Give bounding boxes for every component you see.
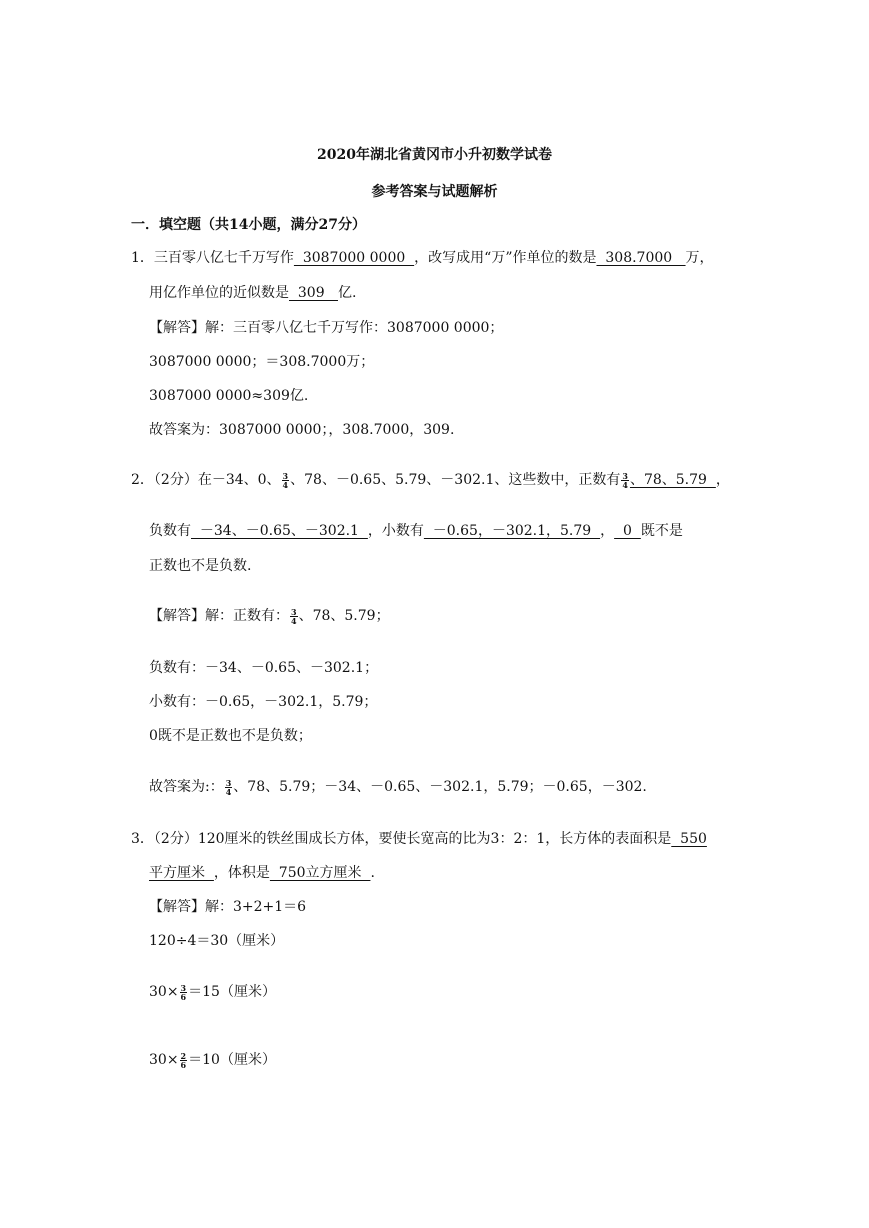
question-text: ，小数有 [367, 523, 424, 539]
question-text: 亿. [337, 285, 357, 301]
question-text: ，体积是 [213, 865, 270, 881]
answer-blank: 750立方厘米 [269, 865, 371, 881]
solution-line: 故答案为:： $\frac{3}{4}$ 、78、5.79；－34、－0.65、－302.1，5.79；－0.65，－302. [149, 777, 647, 797]
solution-line: 3087000 0000≈309亿. [149, 388, 309, 404]
question-text: 万， [685, 250, 714, 266]
fraction: $\frac{3}{4}$ [282, 470, 289, 490]
question-text: 正数也不是负数. [149, 558, 252, 574]
question-text: ， [715, 472, 730, 488]
solution-line: 30× $\frac{2}{6}$ ＝10（厘米） [149, 1050, 276, 1070]
answer-blank: 0 [614, 523, 641, 539]
answer-blank: 3087000 0000 [293, 250, 415, 266]
question-text: 3．（2分）120厘米的铁丝围成长方体，要使长宽高的比为3：2：1，长方体的表面积是 [131, 831, 672, 847]
answer-blank: 308.7000 [596, 250, 686, 266]
fraction: $\frac{3}{4}$ [225, 777, 232, 797]
answer-blank: $\frac{3}{4}$ 、78、5.79 [622, 470, 716, 490]
question-text: . [370, 865, 375, 881]
question-3-line-1 [131, 830, 707, 848]
answer-blank: 550 [671, 831, 707, 847]
document-title: 2020年湖北省黄冈市小升初数学试卷 [317, 147, 552, 163]
fraction: $\frac{3}{6}$ [180, 982, 187, 1002]
solution-line: 【解答】解：3+2+1＝6 [149, 899, 307, 915]
solution-line: 3087000 0000；＝308.7000万； [149, 354, 375, 370]
question-text: ，改写成用“万”作单位的数是 [414, 250, 597, 266]
solution-line: 120÷4＝30（厘米） [149, 933, 285, 949]
answer-blank: －34、－0.65、－302.1 [191, 523, 368, 539]
answer-blank: 309 [289, 285, 338, 301]
question-1-line-1 [131, 249, 714, 267]
question-text: ， [600, 523, 615, 539]
section-heading: 一．填空题（共14小题，满分27分） [131, 217, 366, 233]
question-text: 2．（2分）在－34、0、 [131, 472, 281, 488]
question-text: 既不是 [640, 523, 683, 539]
solution-line: 30× $\frac{3}{6}$ ＝15（厘米） [149, 982, 276, 1002]
solution-line: 负数有：－34、－0.65、－302.1； [149, 660, 379, 676]
question-text: 用亿作单位的近似数是 [149, 285, 289, 301]
solution-line: 0既不是正数也不是负数； [149, 728, 312, 744]
answer-blank: 平方厘米 [149, 865, 214, 881]
solution-line: 【解答】解：正数有： $\frac{3}{4}$ 、78、5.79； [149, 606, 390, 626]
question-2-line-1 [131, 471, 730, 489]
solution-line: 【解答】解：三百零八亿七千万写作：3087000 0000； [149, 320, 504, 336]
question-3-line-2 [149, 864, 375, 882]
document-subtitle: 参考答案与试题解析 [371, 184, 498, 200]
fraction: $\frac{3}{4}$ [291, 606, 297, 626]
solution-line: 小数有：－0.65，－302.1，5.79； [149, 694, 378, 710]
question-1-line-2 [149, 284, 356, 302]
question-text: 、78、－0.65、5.79、－302.1、这些数中，正数有 [290, 472, 621, 488]
fraction: $\frac{2}{6}$ [180, 1050, 187, 1070]
question-text: 1．三百零八亿七千万写作 [131, 250, 294, 266]
question-2-line-2 [149, 522, 683, 540]
question-text: 负数有 [149, 523, 191, 539]
answer-blank: －0.65，－302.1，5.79 [423, 523, 601, 539]
fraction: $\frac{3}{4}$ [622, 470, 628, 490]
solution-line: 故答案为：3087000 0000；，308.7000，309. [149, 422, 455, 438]
